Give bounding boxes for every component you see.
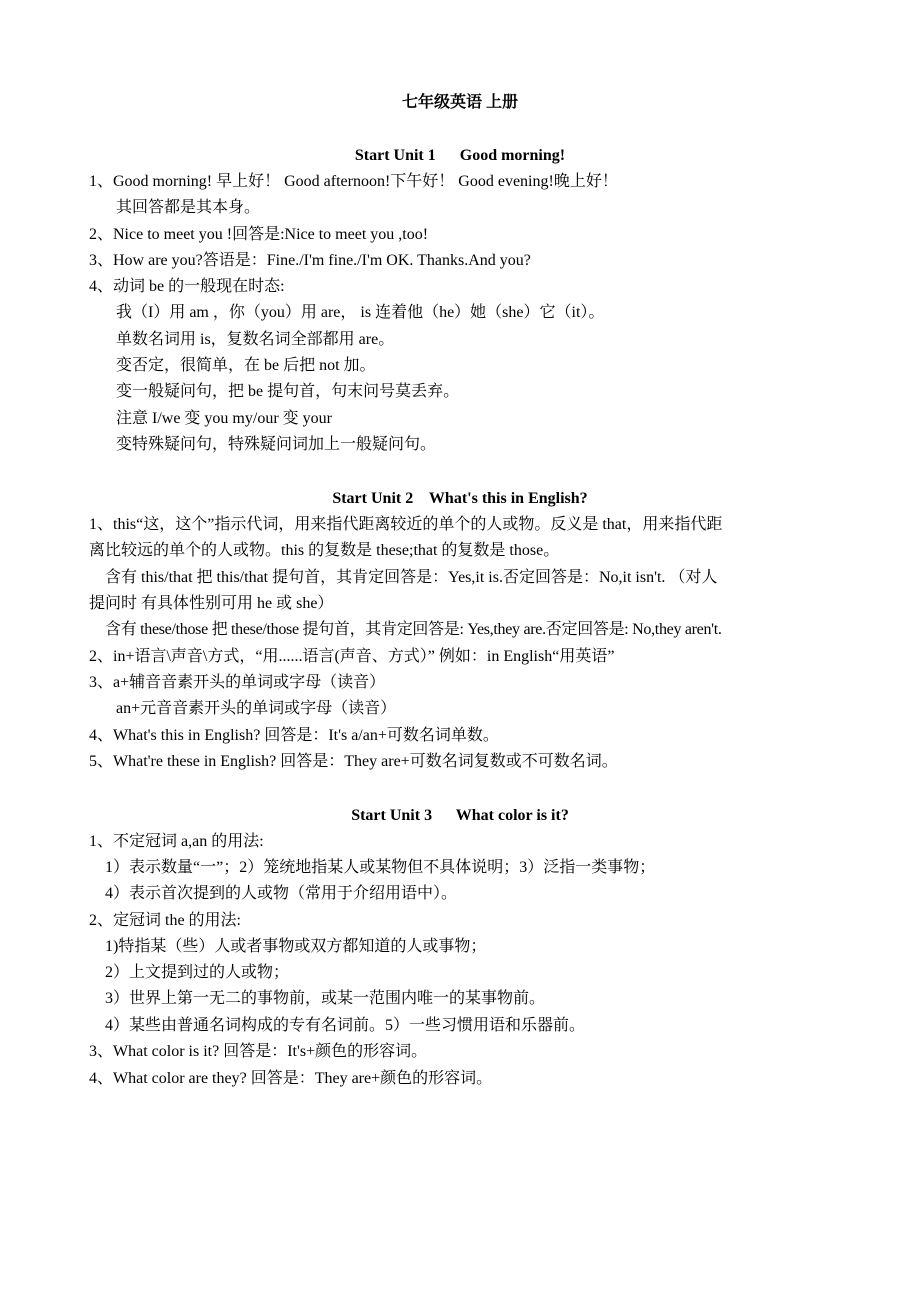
- page-title: 七年级英语 上册: [401, 94, 518, 111]
- unit3-line-4: 2、定冠词 the 的用法:: [89, 912, 241, 929]
- unit2-line-7: 3、a+辅音音素开头的单词或字母（读音）: [89, 674, 386, 691]
- unit1-line-11: 变特殊疑问句，特殊疑问词加上一般疑问句。: [116, 436, 437, 453]
- unit1-line-3: 2、Nice to meet you !回答是:Nice to meet you ,too!: [89, 226, 429, 243]
- unit1-line-2: 其回答都是其本身。: [116, 199, 261, 216]
- unit2-line-8: an+元音音素开头的单词或字母（读音）: [116, 700, 397, 717]
- unit2-line-2: 离比较远的单个的人或物。this 的复数是 these;that 的复数是 those。: [89, 542, 560, 559]
- unit1-line-7: 单数名词用 is，复数名词全部都用 are。: [116, 331, 395, 348]
- unit2-line-10: 5、What're these in English? 回答是：They are+可数名词复数或不可数名词。: [89, 753, 618, 770]
- unit3-line-5: 1)特指某（些）人或者事物或双方都知道的人或事物；: [105, 938, 487, 955]
- unit3-line-2: 1）表示数量“一”；2）笼统地指某人或某物但不具体说明；3）泛指一类事物；: [105, 859, 656, 876]
- unit2-line-4: 提问时 有具体性别可用 he 或 she）: [89, 595, 334, 612]
- unit3-line-7: 3）世界上第一无二的事物前，或某一范围内唯一的某事物前。: [105, 990, 546, 1007]
- unit3-line-9: 3、What color is it? 回答是：It's+颜色的形容词。: [89, 1043, 428, 1060]
- unit2-line-5: 含有 these/those 把 these/those 提句首，其肯定回答是: Yes,they are.否定回答是: No,they aren't.: [105, 621, 722, 638]
- unit2-line-6: 2、in+语言\声音\方式，“用......语言(声音、方式）” 例如：in English“用英语”: [89, 648, 615, 665]
- unit2-heading: Start Unit 2 What's this in English?: [332, 490, 588, 507]
- unit1-line-9: 变一般疑问句，把 be 提句首，句末问号莫丢弃。: [116, 383, 460, 400]
- unit3-line-10: 4、What color are they? 回答是：They are+颜色的形容词。: [89, 1070, 493, 1087]
- unit2-line-9: 4、What's this in English? 回答是：It's a/an+可数名词单数。: [89, 727, 499, 744]
- unit1-line-6: 我（I）用 am ，你（you）用 are， is 连着他（he）她（she）它（it）。: [116, 304, 605, 321]
- unit3-line-1: 1、不定冠词 a,an 的用法:: [89, 833, 264, 850]
- unit3-line-8: 4）某些由普通名词构成的专有名词前。5）一些习惯用语和乐器前。: [105, 1017, 586, 1034]
- unit3-heading: Start Unit 3 What color is it?: [351, 807, 569, 824]
- unit2-line-3: 含有 this/that 把 this/that 提句首，其肯定回答是：Yes,it is.否定回答是：No,it isn't. （对人: [105, 569, 718, 586]
- unit1-line-1: 1、Good morning! 早上好！ Good afternoon!下午好！ Good evening!晚上好！: [89, 173, 618, 190]
- unit3-line-3: 4）表示首次提到的人或物（常用于介绍用语中）。: [105, 885, 458, 902]
- unit1-line-8: 变否定，很简单，在 be 后把 not 加。: [116, 357, 376, 374]
- unit1-line-4: 3、How are you?答语是：Fine./I'm fine./I'm OK. Thanks.And you?: [89, 252, 531, 269]
- unit2-line-1: 1、this“这，这个”指示代词，用来指代距离较近的单个的人或物。反义是 that，用来指代距: [89, 516, 723, 533]
- unit1-line-10: 注意 I/we 变 you my/our 变 your: [116, 410, 332, 427]
- unit1-line-5: 4、动词 be 的一般现在时态:: [89, 278, 285, 295]
- unit1-heading: Start Unit 1 Good morning!: [354, 147, 566, 164]
- unit3-line-6: 2）上文提到过的人或物；: [105, 964, 290, 981]
